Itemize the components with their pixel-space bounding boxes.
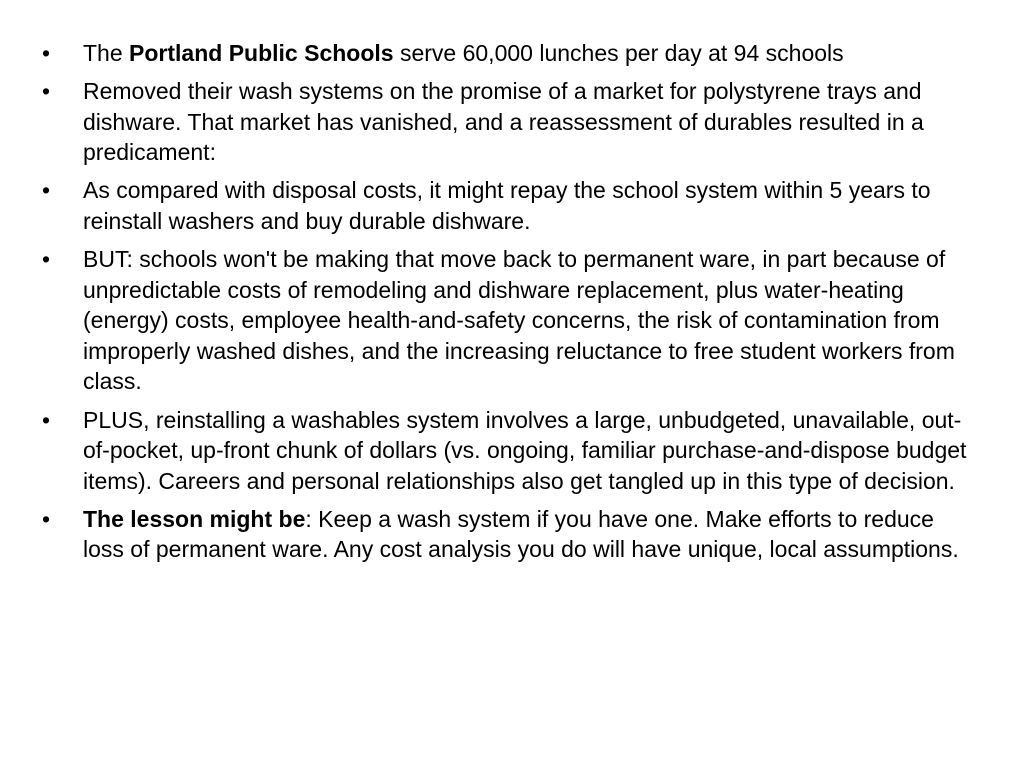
bullet-bold-text: The lesson might be bbox=[83, 505, 306, 532]
bullet-text: Removed their wash systems on the promise of a market for polystyrene trays and dishware. That market has vanished, and a reassessment of durables resulted in a predicament: bbox=[83, 78, 924, 166]
bullet-marker: • bbox=[42, 246, 51, 273]
bullet-list bbox=[40, 38, 975, 573]
bullet-bold-text: Portland Public Schools bbox=[129, 40, 394, 66]
bullet-prefix: The bbox=[83, 40, 130, 66]
bullet-marker: • bbox=[42, 40, 51, 66]
bullet-item-but bbox=[40, 244, 975, 397]
bullet-text: BUT: schools won't be making that move back to permanent ware, in part because of unpredictable costs of remodeling and dishware replacement, plus water-heating (energy) costs, employee health-and-safety concerns, the risk of contamination from improperly washed dishes, and the increasing reluctance to free student workers from class. bbox=[83, 246, 955, 395]
bullet-marker: • bbox=[42, 406, 51, 433]
bullet-text: serve 60,000 lunches per day at 94 schools bbox=[393, 40, 844, 66]
bullet-text: As compared with disposal costs, it might repay the school system within 5 years to reinstall washers and buy durable dishware. bbox=[83, 177, 931, 234]
bullet-marker: • bbox=[42, 505, 51, 532]
bullet-text: : Keep a wash system if you have one. Make efforts to reduce loss of permanent ware. Any cost analysis you do will have unique, local assumptions. bbox=[83, 505, 959, 563]
bullet-marker: • bbox=[42, 177, 51, 204]
bullet-item-disposal-costs bbox=[40, 175, 975, 236]
bullet-item-plus bbox=[40, 405, 975, 497]
bullet-text: PLUS, reinstalling a washables system involves a large, unbudgeted, unavailable, out-of-pocket, up-front chunk of dollars (vs. ongoing, familiar purchase-and-dispose budget items). Careers and personal relationships also get tangled up in this type of decision. bbox=[83, 406, 967, 494]
bullet-marker: • bbox=[42, 78, 51, 105]
bullet-item-wash-systems bbox=[40, 76, 975, 168]
bullet-item-schools bbox=[40, 38, 975, 69]
bullet-item-lesson bbox=[40, 504, 975, 565]
